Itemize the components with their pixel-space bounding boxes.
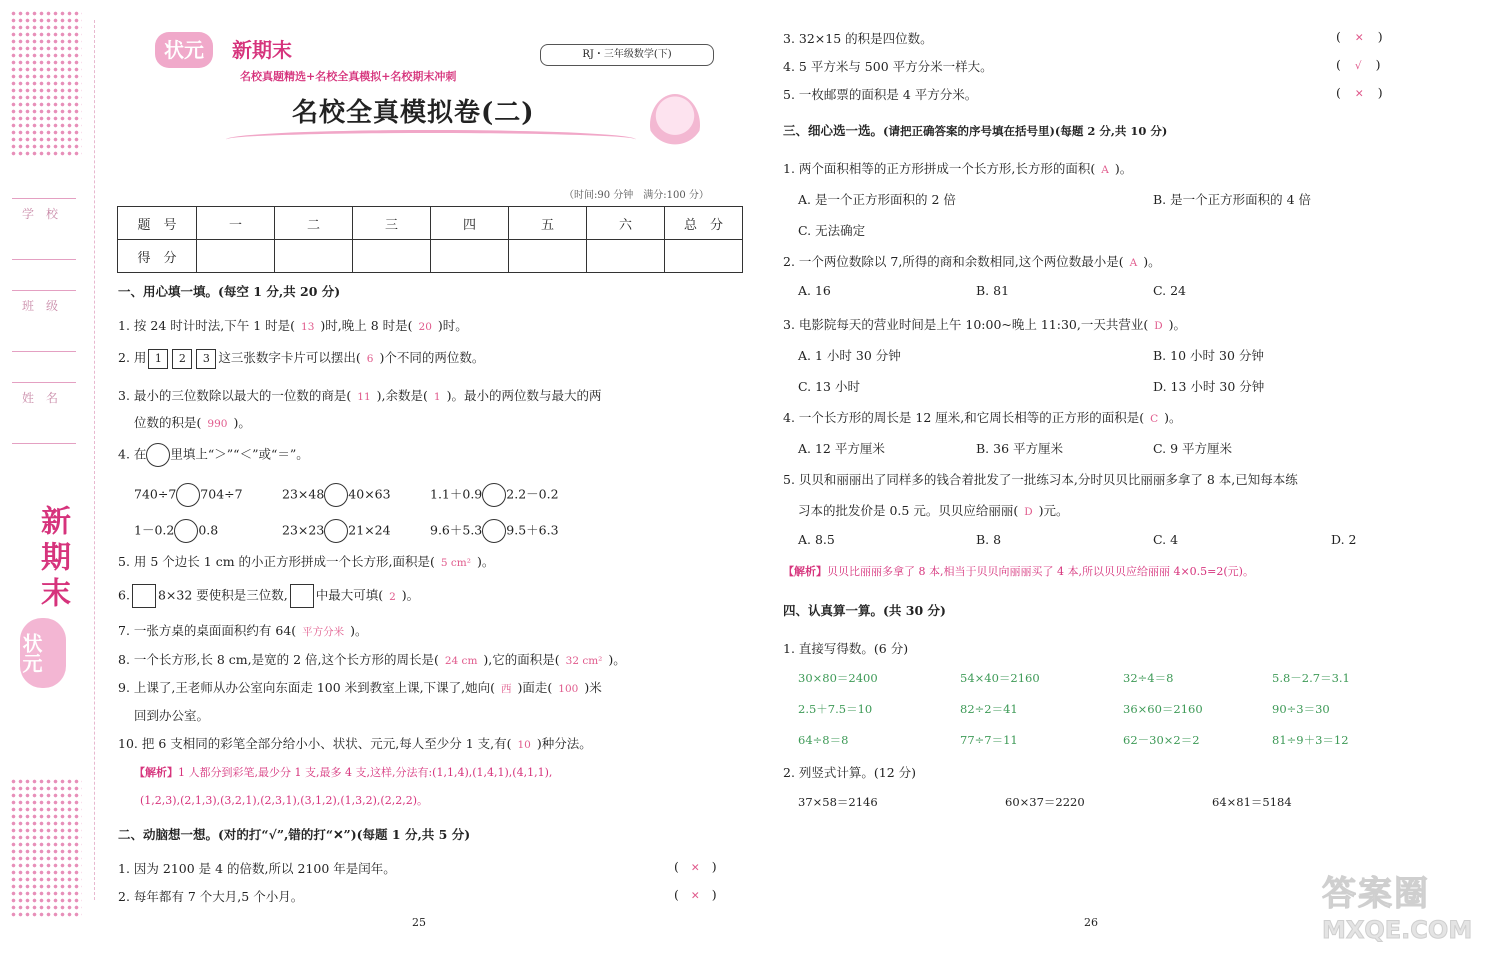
section2-score: (对的打“√”,错的打“✕”)(每题 1 分,共 5 分) <box>218 827 471 842</box>
option[interactable]: C. 4 <box>1153 532 1179 547</box>
sub-heading: 1. 直接写得数。(6 分) <box>783 641 909 656</box>
compare-circle-icon[interactable] <box>324 519 348 543</box>
tf-answer-box[interactable]: ( ✕ ) <box>1336 29 1383 44</box>
option[interactable]: B. 是一个正方形面积的 4 倍 <box>1153 192 1312 207</box>
q1-9 <box>118 678 602 696</box>
expr: 704÷7 <box>200 486 243 502</box>
option[interactable]: D. 2 <box>1331 532 1357 547</box>
score-input[interactable] <box>509 240 587 273</box>
section2-heading <box>118 825 470 843</box>
score-input[interactable] <box>431 240 509 273</box>
vertical-calc: 60×37＝2220 <box>1005 795 1085 809</box>
q-text: 3. 32×15 的积是四位数。 <box>783 31 933 46</box>
calc-item: 36×60＝2160 <box>1123 702 1203 716</box>
score-input[interactable] <box>665 240 743 273</box>
compare-item <box>430 519 559 543</box>
section1-heading <box>118 282 340 300</box>
blank-box[interactable] <box>290 584 314 608</box>
analysis-1-cont <box>140 792 428 808</box>
blank-box[interactable] <box>132 584 156 608</box>
q1-3-cont <box>134 413 251 431</box>
exam-title: 名校全真模拟卷(二) <box>292 98 535 128</box>
expr: 0.8 <box>198 522 219 538</box>
calc-item: 77÷7＝11 <box>960 733 1018 747</box>
q-text: 2. 每年都有 7 个大月,5 个小月。 <box>118 889 304 904</box>
score-header-row <box>118 207 743 240</box>
q-text: )。 <box>1143 254 1161 269</box>
q1-9-cont <box>134 706 209 724</box>
q-text: 5. 用 5 个边长 1 cm 的小正方形拼成一个长方形,面积是( <box>118 554 435 569</box>
answer: ✕ <box>690 862 700 874</box>
q1-7 <box>118 621 368 639</box>
calc-item: 2.5＋7.5＝10 <box>798 702 873 716</box>
q-text: 9. 上课了,王老师从办公室向东面走 100 米到教室上课,下课了,她向( <box>118 680 496 695</box>
answer: 32 cm² <box>565 655 603 667</box>
expr: 1－0.2 <box>134 522 175 538</box>
section3-score: (请把正确答案的序号填在括号里)(每题 2 分,共 10 分) <box>883 124 1168 138</box>
section1-title: 一、用心填一填。 <box>118 284 219 299</box>
page-number-left: 25 <box>412 916 426 929</box>
q-text: 6. <box>118 587 130 603</box>
tf-item <box>783 57 993 75</box>
q-text: 3. 电影院每天的营业时间是上午 10:00~晚上 11:30,一天共营业( <box>783 317 1149 332</box>
q-text: 5. 贝贝和丽丽出了同样多的钱合着批发了一批练习本,分时贝贝比丽丽多拿了 8 本,已知每本练 <box>783 472 1298 487</box>
q1-6 <box>118 584 419 608</box>
section2-title: 二、动脑想一想。 <box>118 827 219 842</box>
expr: 9.6＋5.3 <box>430 522 483 538</box>
analysis-text: 1 人都分到彩笔,最少分 1 支,最多 4 支,这样,分法有:(1,1,4),(1,4,1),(4,1,1), <box>178 766 553 779</box>
mc-q2 <box>783 252 1161 270</box>
score-label: 得 分 <box>118 240 197 273</box>
section4-score: (共 30 分) <box>883 603 946 618</box>
calc-item: 30×80＝2400 <box>798 671 878 685</box>
option[interactable]: A. 8.5 <box>798 532 835 547</box>
class-field[interactable] <box>12 290 76 352</box>
watermark-logo: 答案圈 <box>1322 874 1430 914</box>
answer: 2 <box>389 590 396 603</box>
q1-10 <box>118 734 592 752</box>
q-text: )个不同的两位数。 <box>379 350 485 365</box>
section3-heading <box>783 121 1167 139</box>
analysis-text: 贝贝比丽丽多拿了 8 本,相当于贝贝向丽丽买了 4 本,所以贝贝应给丽丽 4×0.5=2(元)。 <box>827 565 1254 578</box>
dashed-cut-line <box>94 20 95 900</box>
analysis-tag: 【解析】 <box>783 565 827 578</box>
answer: 20 <box>418 321 432 333</box>
tf-item <box>118 887 303 905</box>
calc-item: 32÷4＝8 <box>1123 671 1174 685</box>
score-input-row <box>118 240 743 273</box>
q-text: )时。 <box>437 318 468 333</box>
q-text: 5. 一枚邮票的面积是 4 平方分米。 <box>783 87 978 102</box>
score-input[interactable] <box>587 240 665 273</box>
tf-item <box>118 859 396 877</box>
q-text: )。 <box>1114 161 1133 176</box>
class-label: 班 级 <box>22 299 59 313</box>
q1-3 <box>118 386 601 404</box>
q-text: )。 <box>1164 410 1182 425</box>
q-text: 3. 最小的三位数除以最大的一位数的商是( <box>118 388 352 403</box>
q-text: 这三张数字卡片可以摆出( <box>218 350 361 365</box>
answer: ✕ <box>1354 32 1364 44</box>
compare-circle-icon[interactable] <box>482 519 506 543</box>
option[interactable]: C. 无法确定 <box>798 223 866 238</box>
answer: 1 <box>433 391 441 403</box>
score-cell: 总 分 <box>665 207 743 240</box>
mascot-icon <box>650 94 700 156</box>
answer: 5 cm² <box>440 557 471 569</box>
q-text: 回到办公室。 <box>134 708 210 723</box>
tf-item <box>783 85 977 103</box>
title-swoosh <box>226 130 636 149</box>
q-text: 2. 用 <box>118 350 147 365</box>
option[interactable]: B. 81 <box>976 283 1010 298</box>
q-text: 习本的批发价是 0.5 元。贝贝应给丽丽( <box>798 503 1019 518</box>
section4-title: 四、认真算一算。 <box>783 603 884 618</box>
mc-q3 <box>783 315 1186 333</box>
analysis-1 <box>134 764 552 780</box>
answer: 11 <box>357 391 371 403</box>
q-text: ),余数是( <box>376 388 428 403</box>
option[interactable]: C. 13 小时 <box>798 379 860 394</box>
q-text: 1. 两个面积相等的正方形拼成一个长方形,长方形的面积( <box>783 161 1096 176</box>
answer: 10 <box>517 739 531 751</box>
q1-4 <box>118 443 309 467</box>
tf-answer-box[interactable]: ( ✕ ) <box>674 859 717 874</box>
answer: D <box>1154 320 1163 332</box>
calc-item: 81÷9＋3＝12 <box>1272 733 1349 747</box>
score-cell: 六 <box>587 207 665 240</box>
score-cell: 一 <box>197 207 275 240</box>
vertical-brand: 新期末 <box>35 505 70 613</box>
q-text: 位数的积是( <box>134 415 202 430</box>
calc-item: 62－30×2＝2 <box>1123 733 1200 747</box>
digit-card: 2 <box>172 349 192 369</box>
compare-item <box>134 483 243 507</box>
time-info: （时间:90 分钟 满分:100 分） <box>564 190 709 201</box>
decorative-dot-band-bottom <box>10 778 82 918</box>
q-text: 8×32 要使积是三位数, <box>157 587 288 603</box>
compare-circle-icon[interactable] <box>324 483 348 507</box>
option[interactable]: A. 16 <box>798 283 831 298</box>
expr: 21×24 <box>348 522 391 538</box>
option[interactable]: C. 9 平方厘米 <box>1153 441 1232 456</box>
tf-item <box>783 29 933 47</box>
option[interactable]: A. 12 平方厘米 <box>798 441 885 456</box>
score-table <box>117 206 743 273</box>
answer: 6 <box>366 353 374 365</box>
side-logo: 状元 <box>20 618 66 688</box>
q-text: 4. 一个长方形的周长是 12 厘米,和它周长相等的正方形的面积是( <box>783 410 1145 425</box>
calc-item: 82÷2＝41 <box>960 702 1018 716</box>
vertical-calc: 37×58＝2146 <box>798 795 878 809</box>
school-field[interactable] <box>12 198 76 260</box>
answer: A <box>1129 257 1138 269</box>
analysis-3 <box>783 563 1254 579</box>
q-text: )种分法。 <box>536 736 592 751</box>
expr: 2.2－0.2 <box>506 486 559 502</box>
q-text: 中最大可填( <box>315 587 384 603</box>
q1-1 <box>118 316 468 334</box>
option[interactable]: D. 13 小时 30 分钟 <box>1153 379 1265 394</box>
answer: 13 <box>301 321 315 333</box>
expr: 23×23 <box>282 522 325 538</box>
q1-2 <box>118 348 484 369</box>
mc-q5 <box>783 470 1298 488</box>
score-cell: 四 <box>431 207 509 240</box>
mc-q1 <box>783 159 1132 177</box>
answer: A <box>1101 164 1109 176</box>
school-label: 学 校 <box>22 207 59 221</box>
answer: D <box>1024 506 1033 518</box>
q-text: 1. 因为 2100 是 4 的倍数,所以 2100 年是闰年。 <box>118 861 396 876</box>
q-text: 8. 一个长方形,长 8 cm,是宽的 2 倍,这个长方形的周长是( <box>118 652 439 667</box>
score-cell: 二 <box>275 207 353 240</box>
digit-card: 1 <box>148 349 168 369</box>
q-text: 4. 在 <box>118 446 147 462</box>
q-text: )元。 <box>1038 503 1069 518</box>
expr: 23×48 <box>282 486 325 502</box>
answer: 西 <box>501 683 512 695</box>
compare-item <box>134 519 218 543</box>
expr: 1.1＋0.9 <box>430 486 483 502</box>
option[interactable]: B. 8 <box>976 532 1002 547</box>
calc-item: 90÷3＝30 <box>1272 702 1330 716</box>
watermark-url: MXQE.COM <box>1322 916 1473 944</box>
q-text: )。 <box>233 415 251 430</box>
compare-circle-icon[interactable] <box>176 483 200 507</box>
calc-item: 54×40＝2160 <box>960 671 1040 685</box>
section4-heading <box>783 601 946 619</box>
section1-score: (每空 1 分,共 20 分) <box>218 284 341 299</box>
answer: ✕ <box>1354 88 1364 100</box>
series-tag: RJ・三年级数学(下) <box>540 44 714 66</box>
mc-q5-cont <box>798 501 1069 519</box>
tf-answer-box[interactable]: ( ✕ ) <box>674 887 717 902</box>
answer: 平方分米 <box>302 626 345 638</box>
calc-item: 5.8－2.7＝3.1 <box>1272 671 1350 685</box>
answer: 100 <box>558 683 579 695</box>
q-text: 2. 一个两位数除以 7,所得的商和余数相同,这个两位数最小是( <box>783 254 1124 269</box>
analysis-tag: 【解析】 <box>134 766 178 779</box>
name-label: 姓 名 <box>22 391 59 405</box>
sub-heading: 2. 列竖式计算。(12 分) <box>783 765 917 780</box>
expr: 740÷7 <box>134 486 177 502</box>
mc-q4 <box>783 408 1182 426</box>
q-text: )。 <box>1168 317 1187 332</box>
analysis-text: (1,2,3),(2,1,3),(3,2,1),(2,3,1),(3,1,2),(1,3,2),(2,2,2)。 <box>140 794 428 807</box>
tf-answer-box[interactable]: ( ✕ ) <box>1336 85 1383 100</box>
option[interactable]: A. 是一个正方形面积的 2 倍 <box>798 192 956 207</box>
vertical-calc: 64×81＝5184 <box>1212 795 1292 809</box>
q-text: 4. 5 平方米与 500 平方分米一样大。 <box>783 59 993 74</box>
answer: C <box>1150 413 1159 425</box>
compare-item <box>282 519 391 543</box>
name-field[interactable] <box>12 382 76 444</box>
q-text: )。 <box>350 623 368 638</box>
q-text: )面走( <box>517 680 553 695</box>
tf-answer-box[interactable]: ( √ ) <box>1336 57 1381 72</box>
calc-item: 64÷8＝8 <box>798 733 849 747</box>
q-text: 1. 按 24 时计时法,下午 1 时是( <box>118 318 296 333</box>
compare-item <box>430 483 559 507</box>
compare-circle-icon[interactable] <box>482 483 506 507</box>
header-slogan: 名校真题精选+名校全真模拟+名校期末冲刺 <box>240 70 457 83</box>
option[interactable]: A. 1 小时 30 分钟 <box>798 348 901 363</box>
header-brand: 新期末 <box>232 38 292 62</box>
compare-item <box>282 483 391 507</box>
answer: √ <box>1354 60 1362 72</box>
option[interactable]: B. 36 平方厘米 <box>976 441 1064 456</box>
q-text: )时,晚上 8 时是( <box>320 318 413 333</box>
q-text: )。 <box>401 587 420 603</box>
expr: 40×63 <box>348 486 391 502</box>
expr: 9.5＋6.3 <box>506 522 559 538</box>
q-text: )。最小的两位数与最大的两 <box>446 388 602 403</box>
digit-card: 3 <box>196 349 216 369</box>
answer: 24 cm <box>444 655 478 667</box>
page-number-right: 26 <box>1084 916 1098 929</box>
q1-5 <box>118 552 494 570</box>
q1-8 <box>118 650 626 668</box>
q-text: ),它的面积是( <box>483 652 560 667</box>
option[interactable]: C. 24 <box>1153 283 1186 298</box>
compare-circle-icon <box>146 443 170 467</box>
answer: 990 <box>207 418 228 430</box>
score-cell: 题 号 <box>118 207 197 240</box>
q-text: 10. 把 6 支相同的彩笔全部分给小小、状状、元元,每人至少分 1 支,有( <box>118 736 512 751</box>
option[interactable]: B. 10 小时 30 分钟 <box>1153 348 1264 363</box>
compare-circle-icon[interactable] <box>174 519 198 543</box>
score-cell: 五 <box>509 207 587 240</box>
decorative-dot-band-top <box>10 10 82 158</box>
answer: ✕ <box>690 890 700 902</box>
q-text: 7. 一张方桌的桌面面积约有 64( <box>118 623 297 638</box>
score-input[interactable] <box>275 240 353 273</box>
score-input[interactable] <box>197 240 275 273</box>
q-text: )。 <box>608 652 626 667</box>
score-input[interactable] <box>353 240 431 273</box>
q-text: )米 <box>584 680 602 695</box>
q-text: )。 <box>476 554 495 569</box>
section3-title: 三、细心选一选。 <box>783 123 884 138</box>
q-text: 里填上“＞”“＜”或“＝”。 <box>170 446 309 462</box>
score-cell: 三 <box>353 207 431 240</box>
header-logo: 状元 <box>155 32 213 68</box>
